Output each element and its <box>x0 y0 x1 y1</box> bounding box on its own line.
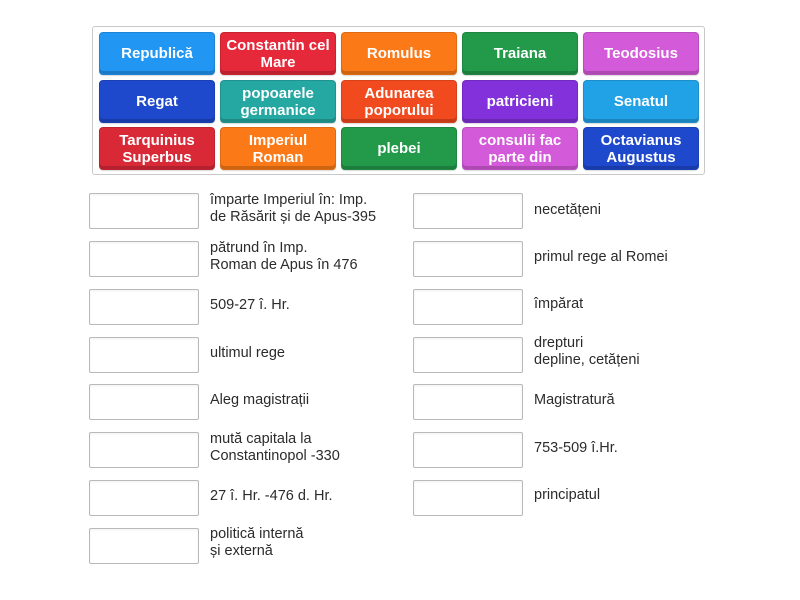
drop-slot[interactable] <box>413 480 523 516</box>
drop-slot[interactable] <box>89 337 199 373</box>
match-description: 753-509 î.Hr. <box>534 440 618 456</box>
drop-slot[interactable] <box>413 289 523 325</box>
drop-slot[interactable] <box>413 241 523 277</box>
tile-adunarea-poporului[interactable]: Adunarea poporului <box>341 80 457 123</box>
tile-senatul[interactable]: Senatul <box>583 80 699 123</box>
match-description: drepturi depline, cetățeni <box>534 335 640 368</box>
match-description: primul rege al Romei <box>534 249 668 265</box>
match-description: Aleg magistrații <box>210 392 310 408</box>
tile-tarquinius-superbus[interactable]: Tarquinius Superbus <box>99 127 215 170</box>
match-description: 27 î. Hr. -476 d. Hr. <box>210 488 333 504</box>
match-description: Magistratură <box>534 392 615 408</box>
tile-constantin-cel-mare[interactable]: Constantin cel Mare <box>220 32 336 75</box>
match-description: necetățeni <box>534 202 601 218</box>
match-description: împărat <box>534 296 584 312</box>
match-description: principatul <box>534 487 601 503</box>
drop-slot[interactable] <box>413 384 523 420</box>
match-description: politică internă și externă <box>210 526 304 559</box>
match-description: pătrund în Imp. Roman de Apus în 476 <box>210 240 358 273</box>
tile-patricieni[interactable]: patricieni <box>462 80 578 123</box>
drop-slot[interactable] <box>413 337 523 373</box>
drop-slot[interactable] <box>89 432 199 468</box>
tile-plebei[interactable]: plebei <box>341 127 457 170</box>
tile-teodosius[interactable]: Teodosius <box>583 32 699 75</box>
match-description: mută capitala la Constantinopol -330 <box>210 431 340 464</box>
tile-traiana[interactable]: Traiana <box>462 32 578 75</box>
tile-romulus[interactable]: Romulus <box>341 32 457 75</box>
drop-slot[interactable] <box>89 480 199 516</box>
drop-slot[interactable] <box>413 193 523 229</box>
tile-imperiul-roman[interactable]: Imperiul Roman <box>220 127 336 170</box>
drop-slot[interactable] <box>89 528 199 564</box>
drop-slot[interactable] <box>89 241 199 277</box>
drop-slot[interactable] <box>89 384 199 420</box>
tile-popoarele-germanice[interactable]: popoarele germanice <box>220 80 336 123</box>
tile-republica[interactable]: Republică <box>99 32 215 75</box>
drop-slot[interactable] <box>89 289 199 325</box>
tile-consulii-fac-parte-din[interactable]: consulii fac parte din <box>462 127 578 170</box>
match-description: ultimul rege <box>210 345 285 361</box>
word-bank <box>92 26 705 175</box>
match-description: 509-27 î. Hr. <box>210 297 290 313</box>
drop-slot[interactable] <box>413 432 523 468</box>
tile-regat[interactable]: Regat <box>99 80 215 123</box>
tile-octavianus-augustus[interactable]: Octavianus Augustus <box>583 127 699 170</box>
drop-slot[interactable] <box>89 193 199 229</box>
match-description: împarte Imperiul în: Imp. de Răsărit și de Apus-395 <box>210 192 377 225</box>
